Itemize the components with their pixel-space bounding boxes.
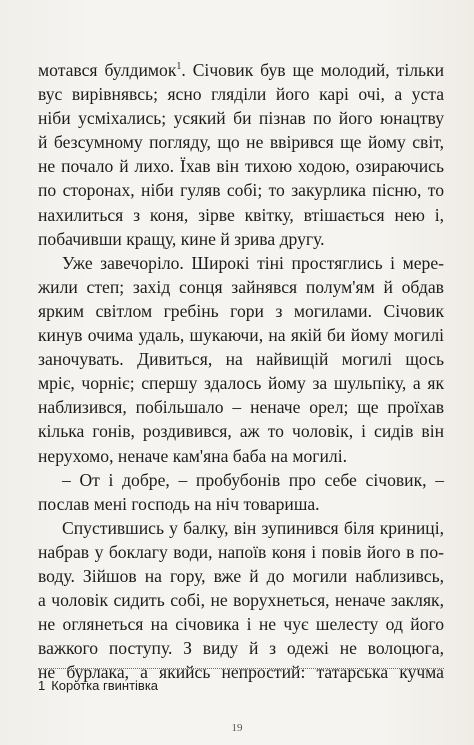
- text-line: важкого поступу. З виду й з одежі не волоцюга,: [38, 638, 444, 659]
- text-line: побачивши кращу, кине й зрива другу.: [38, 228, 325, 249]
- text-line: нерухомо, неначе кам'яна баба на могилі.: [38, 445, 347, 466]
- text-line: кілька гонів, роздивився, аж то чоловік, і сидів він: [38, 421, 444, 442]
- text-line: вус вирівнявсь; ясно гляділи його карі очі, а уста: [38, 84, 444, 105]
- text-line: заночувать. Дивиться, на найвищій могилі щось: [38, 349, 444, 370]
- text-line: по сторонах, ніби гуляв собі; то закурлика пісню, то: [38, 180, 444, 201]
- footnote-text: Коротка гвинтівка: [51, 678, 159, 693]
- text-line: нахилиться з коня, зірве квітку, втішається нею і,: [38, 204, 444, 225]
- page-number: 19: [231, 722, 243, 734]
- footnote-divider: [38, 668, 444, 669]
- text-line: воду. Зійшов на гору, вже й до могили наблизивсь,: [38, 565, 444, 586]
- text-line: послав мені господь на ніч товариша.: [38, 493, 320, 514]
- text-line: а чоловік сидить собі, не ворухнеться, неначе закляк,: [38, 590, 444, 611]
- text-line: – От і добре, – пробубонів про себе січовик, –: [62, 469, 444, 490]
- body-text: [38, 58, 444, 684]
- footnote-number: 1: [38, 678, 46, 693]
- text-line: й безсумному погляду, що не ввірився ще йому світ,: [38, 132, 444, 153]
- text-line: мотався булдимок$^1$. Січовик був ще молодий, тільки: [38, 60, 444, 80]
- text-line: не почало й лихо. Їхав він тихою ходою, озираючись: [38, 156, 444, 177]
- text-line: ніби усміхались; усякий би пізнав по його юнацтву: [38, 108, 444, 129]
- text-line: не оглянеться на січовика і не чує шелесту од його: [38, 614, 444, 635]
- text-line: Уже завечоріло. Широкі тіні простяглись і мере-: [62, 252, 444, 273]
- text-line: кинув очима удаль, шукаючи, на якій би йому могилі: [38, 325, 444, 346]
- text-line: не бурлака, а якийсь непростий: татарська кучма: [38, 662, 444, 683]
- footnote-marker: 1: [176, 61, 182, 73]
- text-line: ярким світлом гребінь гори з могилами. Січовик: [38, 300, 444, 321]
- footnote: [38, 678, 158, 693]
- text-line: набрав у боклагу води, напоїв коня і повів його в по-: [38, 541, 444, 562]
- text-line: наблизився, побільшало – неначе орел; ще проїхав: [38, 397, 444, 418]
- text-line: мріє, чорніє; спершу здалось йому за шульпіку, а як: [38, 373, 444, 394]
- text-line: Спустившись у балку, він зупинився біля криниці,: [62, 517, 444, 538]
- text-line: жили степ; захід сонця зайнявся полум'ям й обдав: [38, 276, 444, 297]
